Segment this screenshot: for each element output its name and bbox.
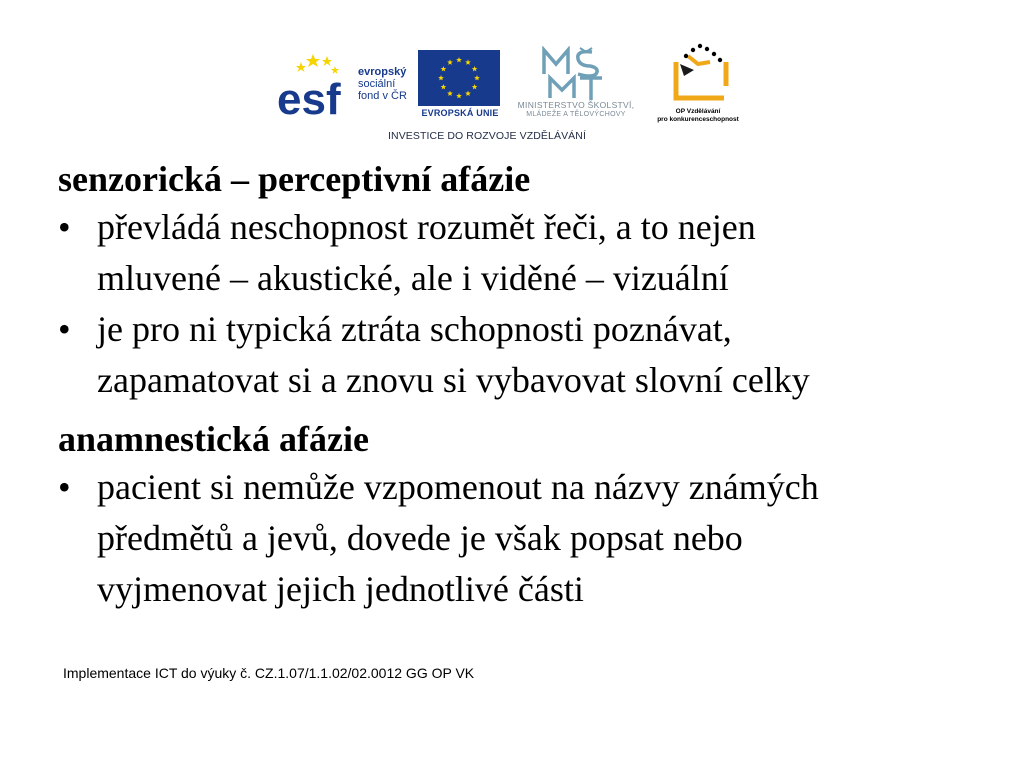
msmt-caption xyxy=(506,100,646,120)
bullet-item xyxy=(58,202,998,304)
bullet-marker: • xyxy=(58,309,71,349)
slide-content xyxy=(58,156,998,615)
bullet-text-line: předmětů a jevů, dovede je však popsat nebo xyxy=(97,518,743,558)
investice-tagline: INVESTICE DO ROZVOJE VZDĚLÁVÁNÍ xyxy=(388,130,586,142)
op-logo-icon xyxy=(670,42,732,102)
bullet-item xyxy=(58,462,998,615)
bullet-text-line: pacient si nemůže vzpomenout na názvy známých xyxy=(97,467,819,507)
esf-caption-line-1: evropský xyxy=(358,66,407,78)
msmt-caption-line-1: MINISTERSTVO ŠKOLSTVÍ, xyxy=(517,100,635,110)
esf-logo-lettering: esf xyxy=(277,75,341,120)
op-caption-line-1: OP Vzdělávání xyxy=(675,108,721,115)
bullet-list-senzoricka xyxy=(58,202,998,406)
esf-logo-icon xyxy=(275,50,355,120)
bullet-text-line: zapamatovat si a znovu si vybavovat slovní celky xyxy=(97,360,810,400)
section-heading-senzoricka: senzorická – perceptivní afázie xyxy=(58,159,531,199)
op-caption xyxy=(648,108,748,124)
bullet-text-line: převládá neschopnost rozumět řeči, a to nejen xyxy=(97,207,756,247)
bullet-marker: • xyxy=(58,467,71,507)
bullet-text-line: mluvené – akustické, ale i viděné – vizuální xyxy=(97,258,729,298)
esf-caption xyxy=(358,66,418,102)
msmt-caption-line-2: MLÁDEŽE A TĚLOVÝCHOVY xyxy=(526,111,626,118)
footer-project-note: Implementace ICT do výuky č. CZ.1.07/1.1.02/02.0012 GG OP VK xyxy=(63,665,475,681)
section-heading-anamnesticka: anamnestická afázie xyxy=(58,419,369,459)
eu-flag-icon xyxy=(418,50,500,106)
msmt-logo-icon xyxy=(540,46,604,102)
logo-banner xyxy=(270,40,750,150)
bullet-item xyxy=(58,304,998,406)
eu-caption: EVROPSKÁ UNIE xyxy=(421,108,499,118)
op-caption-line-2: pro konkurenceschopnost xyxy=(657,116,739,123)
esf-caption-line-2: sociální xyxy=(358,78,396,90)
bullet-text-line: vyjmenovat jejich jednotlivé části xyxy=(97,569,584,609)
bullet-list-anamnesticka xyxy=(58,462,998,615)
bullet-marker: • xyxy=(58,207,71,247)
esf-caption-line-3: fond v ČR xyxy=(358,90,407,102)
bullet-text-line: je pro ni typická ztráta schopnosti poznávat, xyxy=(97,309,732,349)
